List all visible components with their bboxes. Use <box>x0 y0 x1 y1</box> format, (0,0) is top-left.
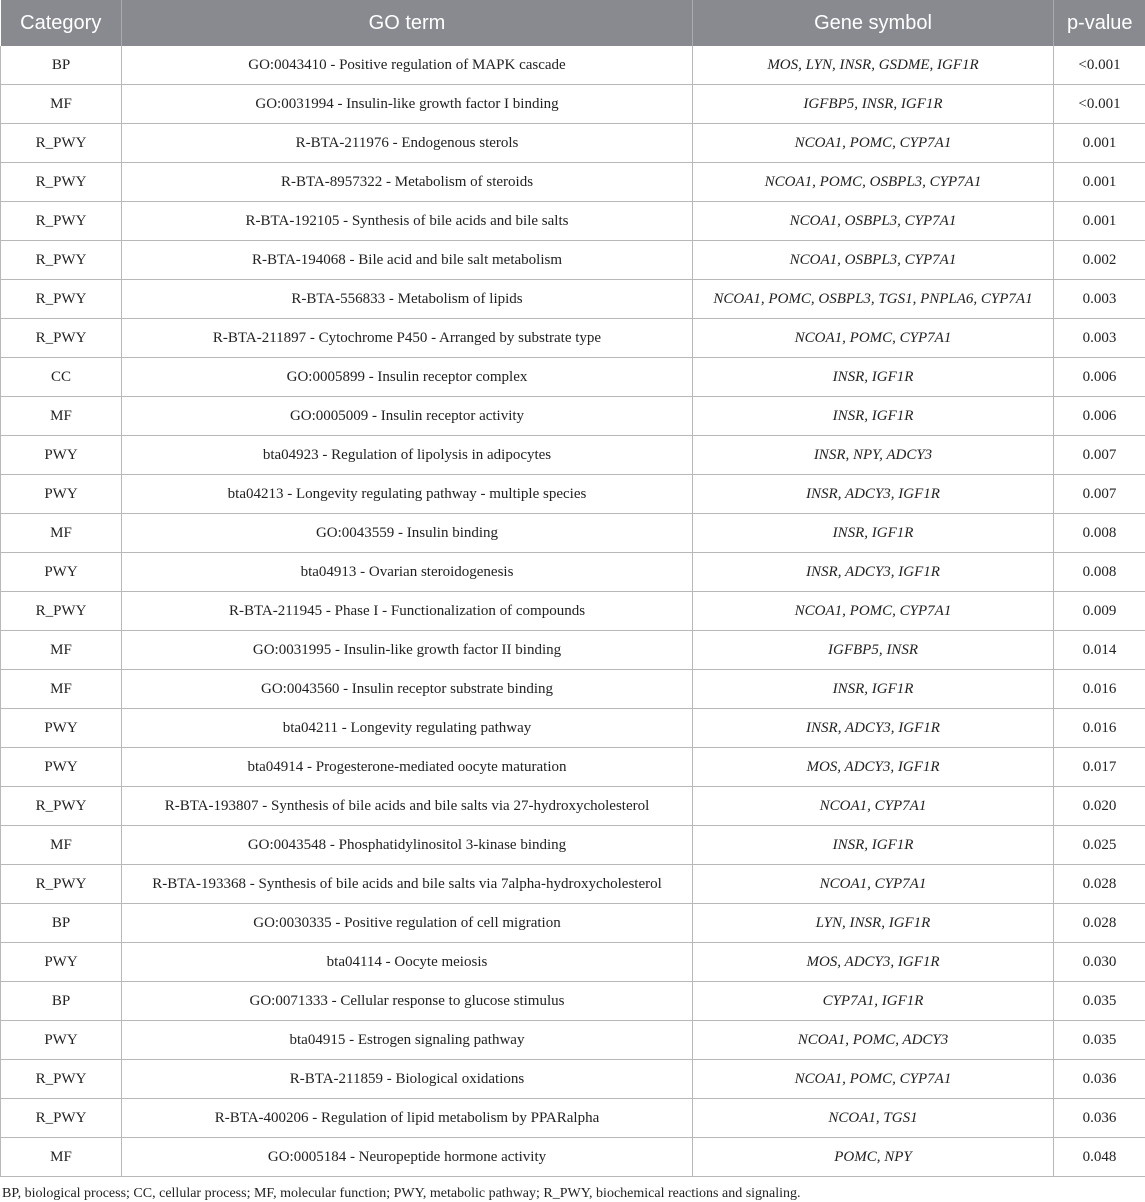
cell-go-term: bta04915 - Estrogen signaling pathway <box>122 1021 693 1060</box>
cell-category: R_PWY <box>1 202 122 241</box>
cell-gene-symbol: MOS, LYN, INSR, GSDME, IGF1R <box>693 46 1054 85</box>
cell-p-value: 0.007 <box>1054 475 1145 514</box>
table-row <box>1 397 1145 436</box>
table-header <box>1 0 1145 46</box>
cell-go-term: GO:0071333 - Cellular response to glucose stimulus <box>122 982 693 1021</box>
cell-p-value: 0.008 <box>1054 514 1145 553</box>
cell-p-value: 0.028 <box>1054 865 1145 904</box>
cell-gene-symbol: INSR, IGF1R <box>693 514 1054 553</box>
table-row <box>1 514 1145 553</box>
cell-gene-symbol: NCOA1, POMC, CYP7A1 <box>693 124 1054 163</box>
cell-category: CC <box>1 358 122 397</box>
cell-go-term: R-BTA-193368 - Synthesis of bile acids and bile salts via 7alpha-hydroxycholesterol <box>122 865 693 904</box>
cell-go-term: R-BTA-211859 - Biological oxidations <box>122 1060 693 1099</box>
header-p-value: p-value <box>1054 0 1145 46</box>
cell-gene-symbol: IGFBP5, INSR <box>693 631 1054 670</box>
table-row <box>1 553 1145 592</box>
cell-go-term: R-BTA-211945 - Phase I - Functionalization of compounds <box>122 592 693 631</box>
cell-go-term: bta04914 - Progesterone-mediated oocyte maturation <box>122 748 693 787</box>
cell-go-term: R-BTA-192105 - Synthesis of bile acids and bile salts <box>122 202 693 241</box>
cell-gene-symbol: INSR, IGF1R <box>693 358 1054 397</box>
table-row <box>1 124 1145 163</box>
cell-go-term: GO:0043560 - Insulin receptor substrate binding <box>122 670 693 709</box>
cell-gene-symbol: NCOA1, POMC, CYP7A1 <box>693 1060 1054 1099</box>
cell-go-term: GO:0030335 - Positive regulation of cell migration <box>122 904 693 943</box>
cell-go-term: GO:0043559 - Insulin binding <box>122 514 693 553</box>
cell-category: PWY <box>1 475 122 514</box>
cell-go-term: GO:0031995 - Insulin-like growth factor II binding <box>122 631 693 670</box>
table-row <box>1 46 1145 85</box>
cell-p-value: 0.002 <box>1054 241 1145 280</box>
cell-gene-symbol: INSR, ADCY3, IGF1R <box>693 709 1054 748</box>
cell-go-term: GO:0031994 - Insulin-like growth factor I binding <box>122 85 693 124</box>
cell-gene-symbol: INSR, IGF1R <box>693 670 1054 709</box>
cell-category: MF <box>1 631 122 670</box>
cell-category: R_PWY <box>1 319 122 358</box>
cell-go-term: bta04923 - Regulation of lipolysis in adipocytes <box>122 436 693 475</box>
cell-p-value: 0.007 <box>1054 436 1145 475</box>
table-row <box>1 241 1145 280</box>
cell-gene-symbol: NCOA1, TGS1 <box>693 1099 1054 1138</box>
cell-p-value: 0.003 <box>1054 280 1145 319</box>
table-row <box>1 475 1145 514</box>
cell-gene-symbol: NCOA1, POMC, CYP7A1 <box>693 319 1054 358</box>
table-row <box>1 280 1145 319</box>
cell-category: R_PWY <box>1 163 122 202</box>
cell-p-value: 0.030 <box>1054 943 1145 982</box>
cell-p-value: 0.016 <box>1054 709 1145 748</box>
cell-category: BP <box>1 46 122 85</box>
cell-gene-symbol: INSR, IGF1R <box>693 397 1054 436</box>
table-row <box>1 358 1145 397</box>
cell-category: MF <box>1 397 122 436</box>
cell-gene-symbol: MOS, ADCY3, IGF1R <box>693 748 1054 787</box>
cell-go-term: bta04213 - Longevity regulating pathway - multiple species <box>122 475 693 514</box>
header-go-term: GO term <box>122 0 693 46</box>
cell-p-value: 0.048 <box>1054 1138 1145 1177</box>
cell-p-value: 0.006 <box>1054 397 1145 436</box>
cell-gene-symbol: INSR, ADCY3, IGF1R <box>693 475 1054 514</box>
table-row <box>1 865 1145 904</box>
cell-p-value: 0.036 <box>1054 1099 1145 1138</box>
cell-gene-symbol: CYP7A1, IGF1R <box>693 982 1054 1021</box>
cell-category: PWY <box>1 748 122 787</box>
cell-p-value: <0.001 <box>1054 85 1145 124</box>
table-row <box>1 319 1145 358</box>
cell-category: BP <box>1 904 122 943</box>
cell-gene-symbol: NCOA1, POMC, OSBPL3, TGS1, PNPLA6, CYP7A1 <box>693 280 1054 319</box>
cell-category: PWY <box>1 709 122 748</box>
cell-p-value: 0.006 <box>1054 358 1145 397</box>
cell-p-value: 0.009 <box>1054 592 1145 631</box>
cell-p-value: 0.025 <box>1054 826 1145 865</box>
cell-category: R_PWY <box>1 280 122 319</box>
cell-go-term: R-BTA-211976 - Endogenous sterols <box>122 124 693 163</box>
cell-go-term: R-BTA-556833 - Metabolism of lipids <box>122 280 693 319</box>
cell-gene-symbol: POMC, NPY <box>693 1138 1054 1177</box>
cell-category: R_PWY <box>1 865 122 904</box>
cell-category: R_PWY <box>1 592 122 631</box>
header-row <box>1 0 1145 46</box>
cell-category: R_PWY <box>1 124 122 163</box>
table-row <box>1 1060 1145 1099</box>
table-row <box>1 670 1145 709</box>
cell-go-term: bta04913 - Ovarian steroidogenesis <box>122 553 693 592</box>
table-row <box>1 1021 1145 1060</box>
table-row <box>1 85 1145 124</box>
cell-gene-symbol: NCOA1, POMC, ADCY3 <box>693 1021 1054 1060</box>
cell-p-value: 0.035 <box>1054 1021 1145 1060</box>
cell-category: PWY <box>1 943 122 982</box>
cell-go-term: R-BTA-194068 - Bile acid and bile salt metabolism <box>122 241 693 280</box>
cell-go-term: R-BTA-8957322 - Metabolism of steroids <box>122 163 693 202</box>
table-row <box>1 943 1145 982</box>
cell-gene-symbol: MOS, ADCY3, IGF1R <box>693 943 1054 982</box>
header-gene-symbol: Gene symbol <box>693 0 1054 46</box>
cell-go-term: R-BTA-193807 - Synthesis of bile acids and bile salts via 27-hydroxycholesterol <box>122 787 693 826</box>
table-row <box>1 1138 1145 1177</box>
cell-gene-symbol: NCOA1, CYP7A1 <box>693 865 1054 904</box>
cell-p-value: 0.014 <box>1054 631 1145 670</box>
cell-p-value: 0.036 <box>1054 1060 1145 1099</box>
cell-gene-symbol: NCOA1, POMC, OSBPL3, CYP7A1 <box>693 163 1054 202</box>
table-row <box>1 982 1145 1021</box>
table-row <box>1 709 1145 748</box>
table-row <box>1 631 1145 670</box>
cell-go-term: GO:0005184 - Neuropeptide hormone activity <box>122 1138 693 1177</box>
cell-gene-symbol: IGFBP5, INSR, IGF1R <box>693 85 1054 124</box>
cell-go-term: GO:0005009 - Insulin receptor activity <box>122 397 693 436</box>
table-row <box>1 202 1145 241</box>
table-footnote: BP, biological process; CC, cellular process; MF, molecular function; PWY, metabolic pathway; R_PWY, biochemical reactions and signaling. <box>2 1186 1145 1202</box>
table-row <box>1 904 1145 943</box>
cell-category: BP <box>1 982 122 1021</box>
cell-p-value: 0.020 <box>1054 787 1145 826</box>
cell-gene-symbol: NCOA1, OSBPL3, CYP7A1 <box>693 202 1054 241</box>
table-row <box>1 436 1145 475</box>
cell-p-value: 0.028 <box>1054 904 1145 943</box>
cell-p-value: 0.035 <box>1054 982 1145 1021</box>
cell-category: R_PWY <box>1 1099 122 1138</box>
cell-category: R_PWY <box>1 787 122 826</box>
cell-category: MF <box>1 826 122 865</box>
cell-category: PWY <box>1 553 122 592</box>
cell-p-value: 0.003 <box>1054 319 1145 358</box>
table-row <box>1 787 1145 826</box>
table-body <box>1 46 1145 1177</box>
cell-p-value: <0.001 <box>1054 46 1145 85</box>
table-row <box>1 163 1145 202</box>
cell-go-term: R-BTA-400206 - Regulation of lipid metabolism by PPARalpha <box>122 1099 693 1138</box>
cell-p-value: 0.017 <box>1054 748 1145 787</box>
cell-category: MF <box>1 1138 122 1177</box>
cell-go-term: bta04114 - Oocyte meiosis <box>122 943 693 982</box>
cell-gene-symbol: INSR, IGF1R <box>693 826 1054 865</box>
cell-p-value: 0.001 <box>1054 124 1145 163</box>
cell-p-value: 0.016 <box>1054 670 1145 709</box>
cell-category: MF <box>1 514 122 553</box>
cell-go-term: GO:0043548 - Phosphatidylinositol 3-kinase binding <box>122 826 693 865</box>
cell-gene-symbol: LYN, INSR, IGF1R <box>693 904 1054 943</box>
table-row <box>1 748 1145 787</box>
cell-p-value: 0.008 <box>1054 553 1145 592</box>
cell-category: MF <box>1 85 122 124</box>
cell-gene-symbol: INSR, ADCY3, IGF1R <box>693 553 1054 592</box>
table-row <box>1 1099 1145 1138</box>
cell-go-term: R-BTA-211897 - Cytochrome P450 - Arranged by substrate type <box>122 319 693 358</box>
table-row <box>1 592 1145 631</box>
cell-p-value: 0.001 <box>1054 163 1145 202</box>
cell-go-term: bta04211 - Longevity regulating pathway <box>122 709 693 748</box>
cell-gene-symbol: NCOA1, POMC, CYP7A1 <box>693 592 1054 631</box>
cell-gene-symbol: NCOA1, OSBPL3, CYP7A1 <box>693 241 1054 280</box>
cell-gene-symbol: NCOA1, CYP7A1 <box>693 787 1054 826</box>
cell-go-term: GO:0005899 - Insulin receptor complex <box>122 358 693 397</box>
table-row <box>1 826 1145 865</box>
cell-p-value: 0.001 <box>1054 202 1145 241</box>
cell-category: PWY <box>1 1021 122 1060</box>
cell-category: R_PWY <box>1 1060 122 1099</box>
cell-category: R_PWY <box>1 241 122 280</box>
cell-category: MF <box>1 670 122 709</box>
header-category: Category <box>1 0 122 46</box>
cell-category: PWY <box>1 436 122 475</box>
cell-go-term: GO:0043410 - Positive regulation of MAPK cascade <box>122 46 693 85</box>
cell-gene-symbol: INSR, NPY, ADCY3 <box>693 436 1054 475</box>
